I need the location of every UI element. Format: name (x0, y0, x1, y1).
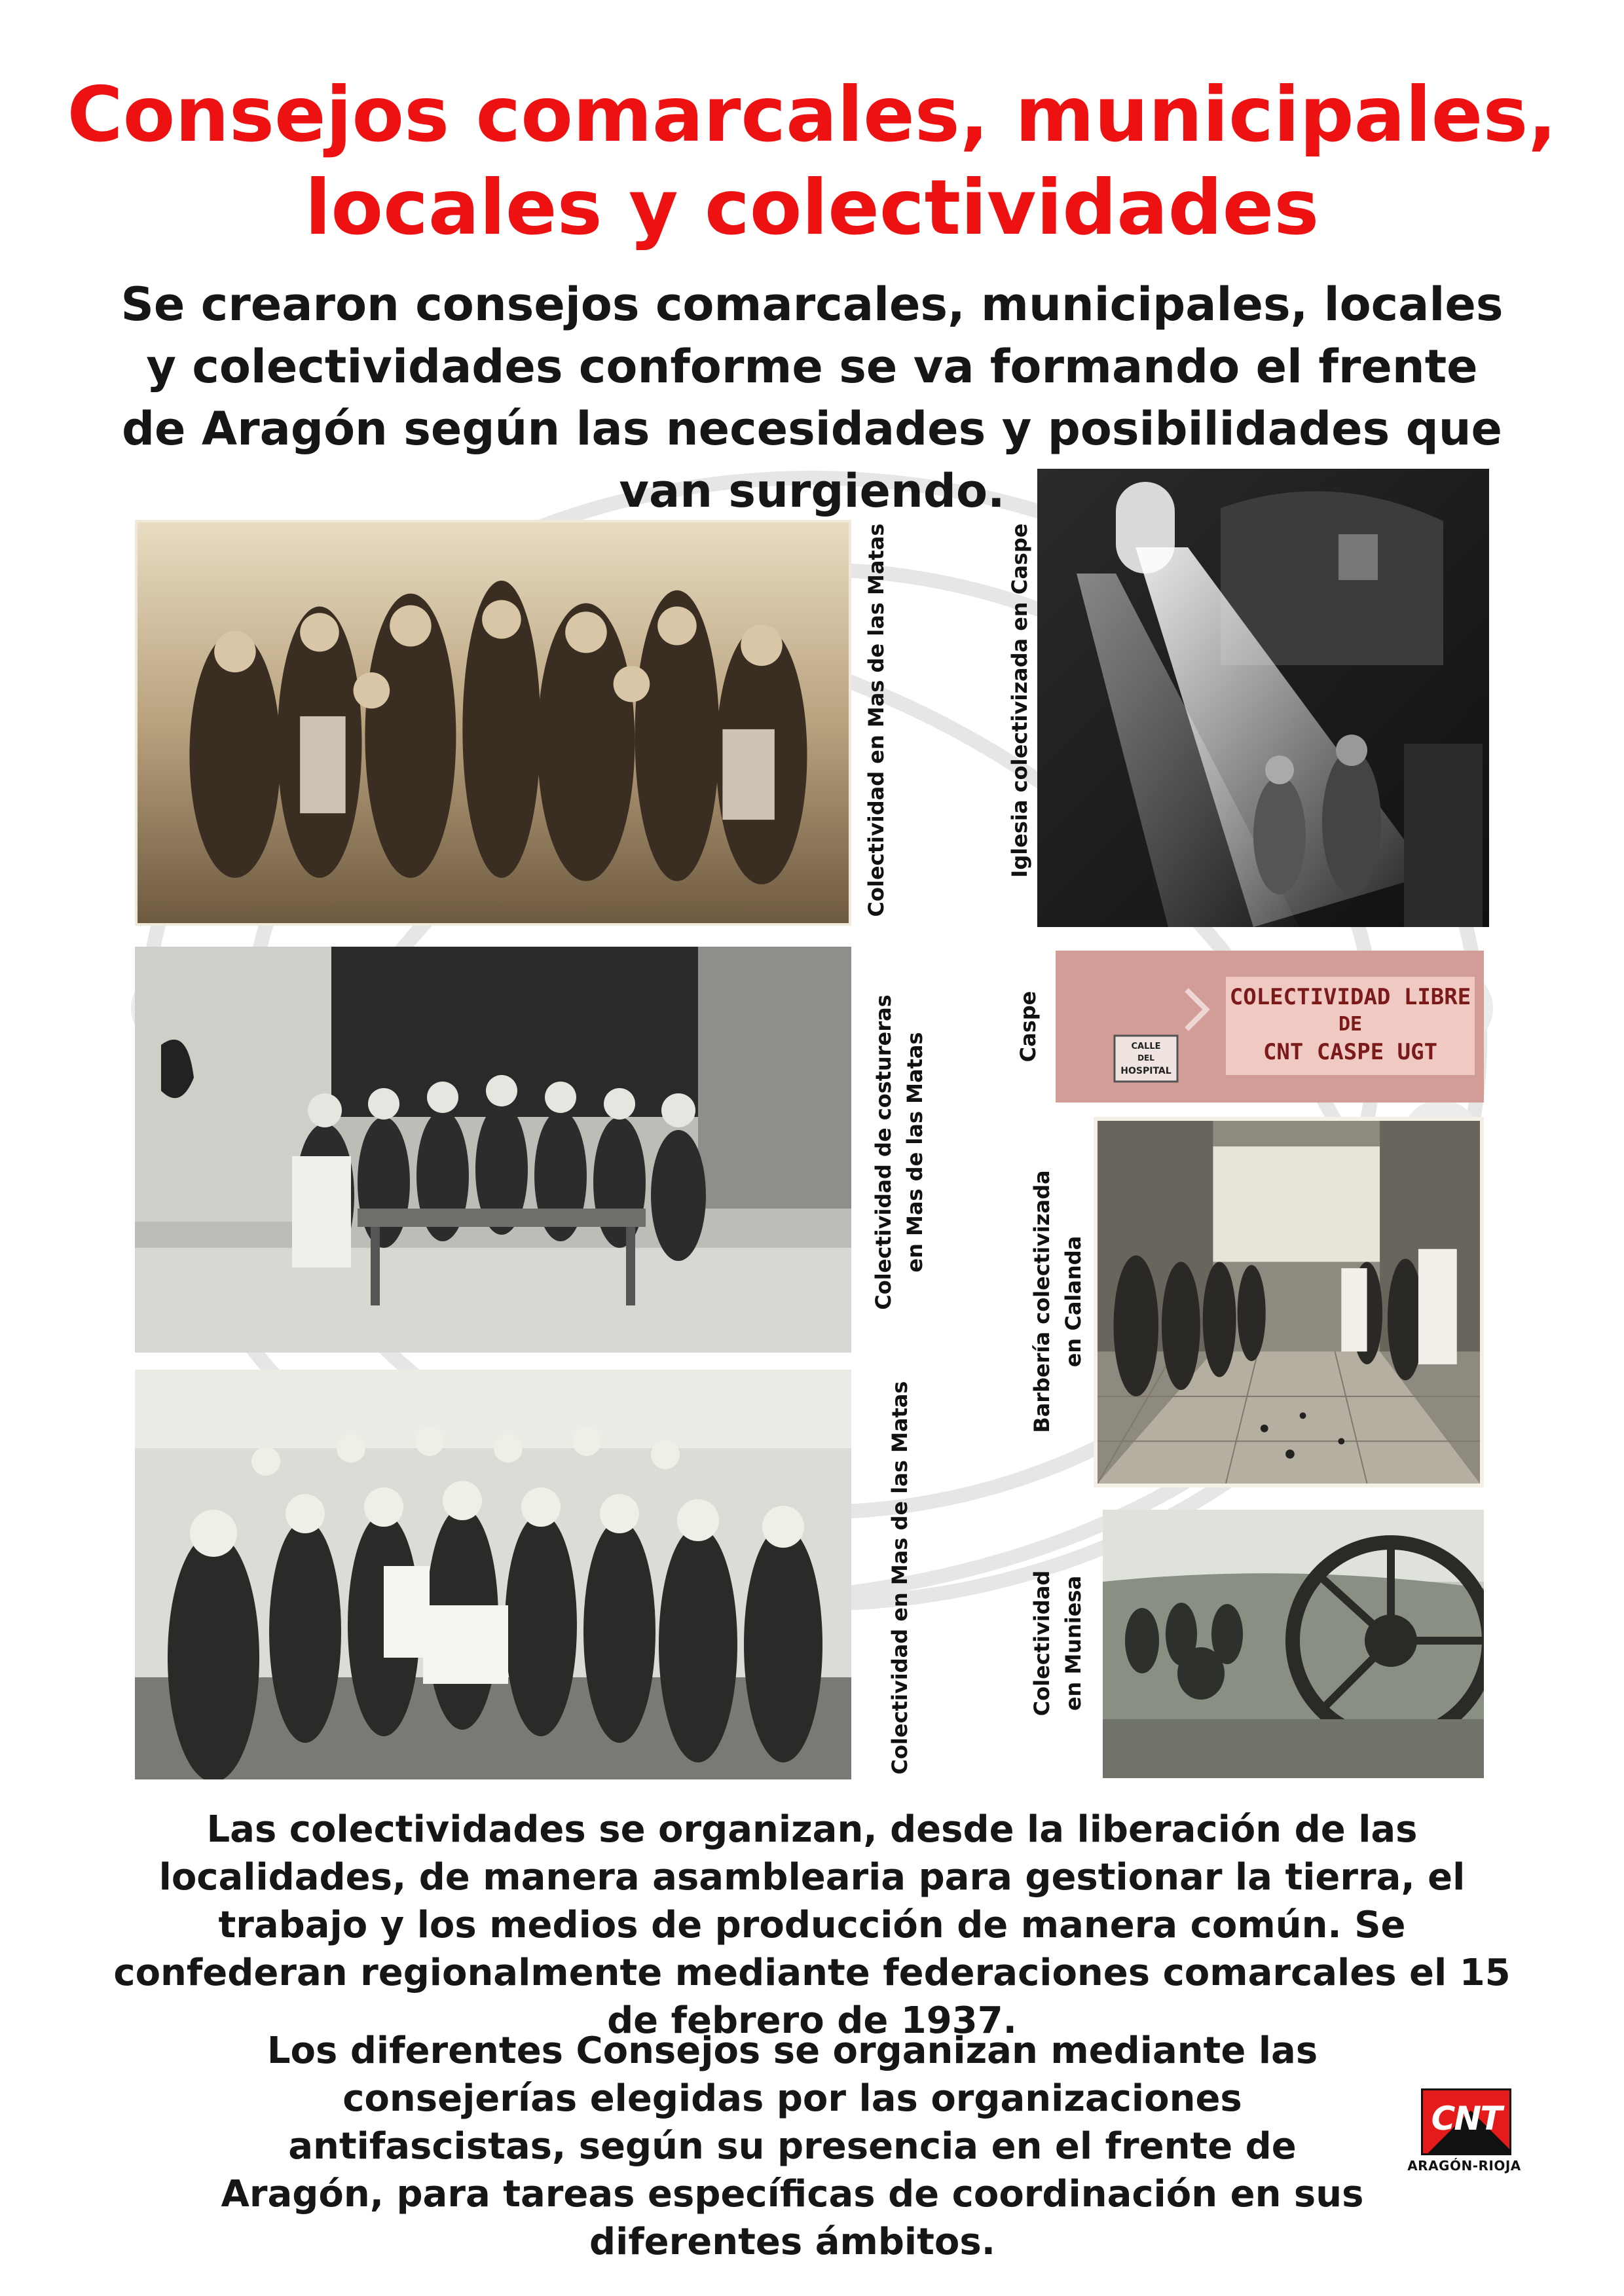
paragraph-councils: Los diferentes Consejos se organizan mediante las consejerías elegidas por las organizaciones antifascistas, según su presencia en el frente de Aragón, para tareas específicas de coordinación en sus diferentes ámbitos. (221, 2030, 1364, 2263)
caption-5-line-1: Barbería colectivizada (1029, 1170, 1054, 1433)
caption-4-line-1: Caspe (1016, 991, 1041, 1063)
caption-3-line-1: Colectividad de costureras (871, 994, 896, 1310)
caption-7-line-1: Colectividad (1029, 1570, 1054, 1717)
paragraph-collectives: Las colectividades se organizan, desde la liberación de las localidades, de manera asamblearia para gestionar la tierra, el trabajo y los medios de producción de manera común. Se confederan regionalmente mediante federaciones comarcales el 15 de febrero de 1937. (113, 1808, 1511, 2042)
caption-3-line-2: en Mas de las Matas (902, 1032, 927, 1273)
cnt-logo-mark (1421, 2088, 1511, 2155)
photo-seamstresses-mas-de-las-matas (135, 947, 851, 1353)
sign-line-1: COLECTIVIDAD LIBRE (1229, 984, 1471, 1010)
intro-text: Se crearon consejos comarcales, municipales, locales y colectividades conforme se va formando el frente de Aragón según las necesidades y posibilidades que van surgiendo. (120, 278, 1504, 518)
sign-line-2: DE (1338, 1013, 1363, 1036)
street-plate-line-3: HOSPITAL (1120, 1066, 1172, 1076)
cnt-logo-subtext: ARAGÓN-RIOJA (1407, 2158, 1521, 2174)
poster-title (39, 69, 1585, 255)
caption-7-line-2: en Muniesa (1061, 1575, 1086, 1711)
photo-caspe-sign (1056, 951, 1484, 1102)
street-plate-line-1: CALLE (1131, 1042, 1161, 1051)
photo-church-caspe (1037, 469, 1489, 927)
photo-muniesa (1103, 1510, 1484, 1778)
cnt-aragon-rioja-logo (1407, 2088, 1522, 2193)
poster-title-line-2: locales y colectividades (304, 164, 1320, 252)
photo-group-mas-de-las-matas (135, 1370, 851, 1779)
photo-barbershop-calanda (1094, 1117, 1484, 1487)
caption-1-line-1: Colectividad en Mas de las Matas (864, 523, 889, 917)
sign-line-3: CNT CASPE UGT (1263, 1039, 1438, 1065)
cnt-logo-text: CNT (1431, 2100, 1502, 2138)
caption-2-line-1: Iglesia colectivizada en Caspe (1007, 523, 1032, 878)
caption-5-line-2: en Calanda (1061, 1235, 1086, 1368)
street-plate-line-2: DEL (1137, 1053, 1154, 1063)
poster-title-line-1: Consejos comarcales, municipales, (67, 71, 1557, 159)
photo-harvest-mas-de-las-matas (135, 520, 851, 926)
caption-6-line-1: Colectividad en Mas de las Matas (887, 1381, 912, 1775)
